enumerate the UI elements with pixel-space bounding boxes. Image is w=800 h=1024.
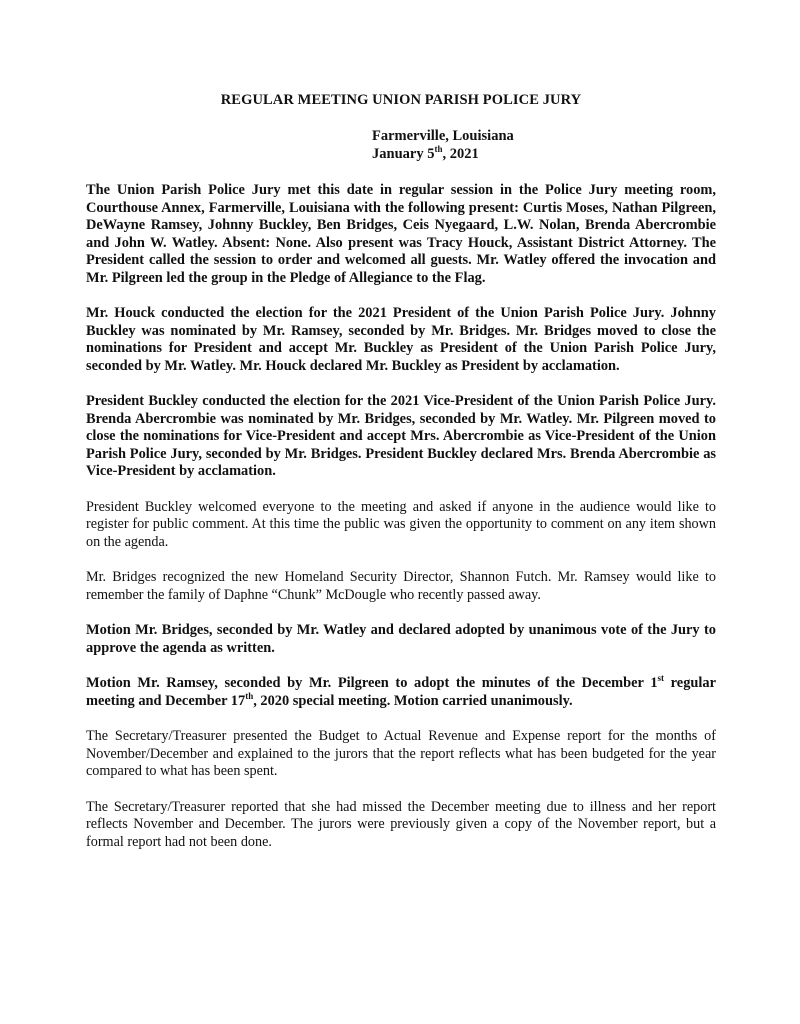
meeting-date-prefix: January 5: [372, 145, 435, 162]
paragraph-agenda-motion: Motion Mr. Bridges, seconded by Mr. Watley and declared adopted by unanimous vote of the Jury to approve the agenda as written.: [86, 622, 716, 656]
meeting-date-ordinal: th: [434, 143, 443, 154]
document-title: REGULAR MEETING UNION PARISH POLICE JURY: [220, 92, 582, 108]
paragraph-minutes-motion: [86, 675, 716, 710]
paragraph-recognitions: Mr. Bridges recognized the new Homeland Security Director, Shannon Futch. Mr. Ramsey would like to remember the family of Daphne “Chunk” McDougle who recently passed away.: [86, 569, 716, 603]
minutes-motion-part-c: , 2020 special meeting. Motion carried unanimously.: [253, 692, 573, 709]
minutes-motion-part-b: regular meeting and December 17: [86, 675, 716, 709]
paragraph-vice-president-election: President Buckley conducted the election for the 2021 Vice-President of the Union Parish Police Jury. Brenda Abercrombie was nominated by Mr. Bridges, seconded by Mr. Watley. Mr. Pilgreen moved to close the nominations for Vice-President and accept Mrs. Abercrombie as Vice-President of the Union Parish Police Jury, seconded by Mr. Bridges. President Buckley declared Mrs. Brenda Abercrombie as Vice-President by acclamation.: [86, 393, 716, 479]
meeting-date: [372, 143, 716, 164]
meeting-date-year: , 2021: [442, 145, 479, 162]
meeting-location: Farmerville, Louisiana: [372, 128, 514, 144]
paragraph-treasurer-report: The Secretary/Treasurer reported that she had missed the December meeting due to illness and her report reflects November and December. The jurors were previously given a copy of the November report, but a formal report had not been done.: [86, 798, 716, 850]
paragraph-budget-report: The Secretary/Treasurer presented the Budget to Actual Revenue and Expense report for the months of November/December and explained to the jurors that the report reflects what has been budgeted for the year compared to what has been spent.: [86, 728, 716, 779]
meeting-place-date: [372, 128, 716, 163]
minutes-motion-ordinal-1: st: [657, 673, 665, 684]
paragraph-president-election: Mr. Houck conducted the election for the 2021 President of the Union Parish Police Jury. Johnny Buckley was nominated by Mr. Ramsey, seconded by Mr. Bridges. Mr. Bridges moved to close the nominations for President and accept Mr. Buckley as President of the Union Parish Police Jury, seconded by Mr. Watley. Mr. Houck declared Mr. Buckley as President by acclamation.: [86, 305, 716, 374]
minutes-motion-ordinal-2: th: [245, 690, 254, 701]
minutes-motion-part-a: Motion Mr. Ramsey, seconded by Mr. Pilgreen to adopt the minutes of the December 1: [86, 675, 658, 691]
paragraph-public-comment: President Buckley welcomed everyone to the meeting and asked if anyone in the audience would like to register for public comment. At this time the public was given the opportunity to comment on any item shown on the agenda.: [86, 498, 716, 550]
paragraph-attendance: The Union Parish Police Jury met this date in regular session in the Police Jury meeting room, Courthouse Annex, Farmerville, Louisiana with the following present: Curtis Moses, Nathan Pilgreen, DeWayne Ramsey, Johnny Buckley, Ben Bridges, Ceis Nyegaard, L.W. Nolan, Brenda Abercrombie and John W. Watley. Absent: None. Also present was Tracy Houck, Assistant District Attorney. The President called the session to order and welcomed all guests. Mr. Watley offered the invocation and Mr. Pilgreen led the group in the Pledge of Allegiance to the Flag.: [86, 182, 716, 286]
